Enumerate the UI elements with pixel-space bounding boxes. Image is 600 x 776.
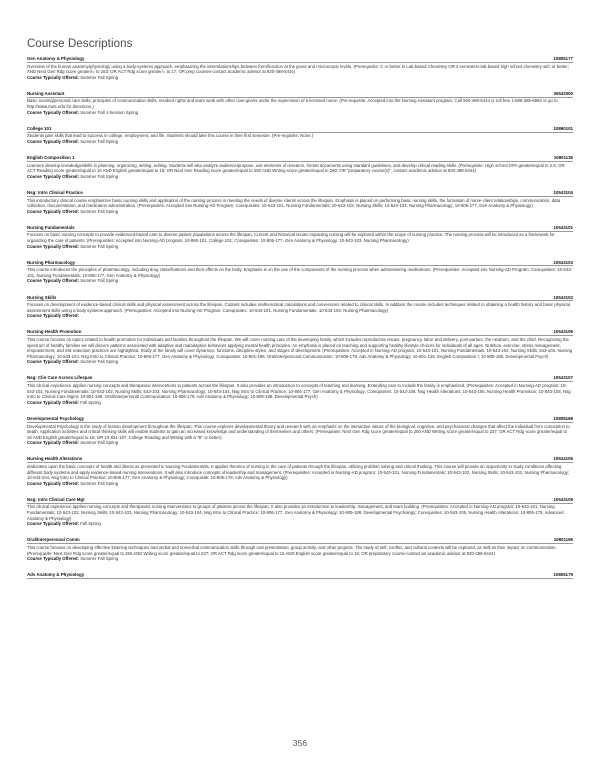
course-description: This clinical experience applies nursing concepts and therapeutic nursing interventions to groups of patients across the lifespan. It also provides an introduction to leadership, management, and team building. (Prerequisites: Accepted in Nursing-AD program; 10-543-101, Nursing Fundamentals; 10-543-102, Nursing Skills; 10-543-103, Nursing Pharmacology; 10-543-104, Nsg Intro to Clinical Practice; 10-806-177, Gen Anatomy & Physiology; 10-809-188, Developmental Psychology; Corequisites: 10-543-105, Nursing Health Alterations; 10-806-179, Advanced Anatomy & Physiology)	[27, 504, 564, 521]
offered-label: Course Typically Offered:	[27, 74, 79, 80]
offered-value: Summer Fall Spring	[80, 556, 119, 562]
offered-value: Summer Fall Spring	[80, 278, 119, 284]
course-offered	[27, 481, 573, 487]
course-description: Focuses on development of evidence-based clinical skills and physical assessment across the lifespan. Content includes mathematical calculations and conversions related to clinical skills. In addition the course includes techniques related to obtaining a health history and basic physical assessment skills using a body systems approach. (Prerequisites: Accepted into Nursing-AD Program; Corequisites: 10-543-101, Nursing Fundamentals; 10-543-103, Nursing Pharmacology)	[27, 302, 570, 313]
course-name: Gen Anatomy & Physiology	[27, 56, 85, 61]
course-name: Nsg: Clin Care Across Lifespan	[27, 375, 93, 381]
offered-label: Course Typically Offered:	[27, 243, 79, 249]
course-offered	[27, 521, 573, 527]
course-offered	[27, 359, 573, 365]
course-header	[27, 260, 573, 267]
course-entry	[27, 155, 573, 179]
course-name: Nsg: Intro Clinical Practice	[27, 189, 83, 195]
offered-label: Course Typically Offered:	[27, 440, 79, 446]
course-header	[27, 155, 573, 162]
course-offered	[27, 440, 573, 446]
course-code: 10890101	[553, 125, 573, 131]
course-offered	[27, 278, 573, 284]
course-offered	[27, 556, 573, 562]
course-description: This clinical experience applies nursing concepts and therapeutic interventions to patients across the lifespan. It also provides an introduction to concepts of teaching and learning. Extending care to include the family is emphasized. (Prerequisites: Accepted in Nursing-AD program; 10-543-101, Nursing Fundamentals; 10-543-102, Nursing Skills; 543-103, Nursing Pharmacology; 10-543-104, Nsg Intro to Clinical Practice; 10-806-177, Gen Anatomy & Physiology; Corequisites: 10-543-105, Nsg Health Alterations; 10-543-106, Nursing Health Promotion; 10-543-108, Nsg Intro to Clinical Care Mgmt; 10-801-196, Oral/Interpersonal Communication; 10-806-179, Adv Anatomy & Physiology; 10-809-188, Developmental Psych)	[27, 383, 571, 400]
offered-label: Course Typically Offered:	[27, 278, 79, 284]
course-descriptions-page	[27, 38, 573, 579]
course-code: 10543104	[553, 189, 573, 195]
offered-label: Course Typically Offered:	[27, 359, 79, 365]
course-code: 10543108	[553, 496, 573, 502]
course-offered	[27, 400, 573, 406]
offered-value: Fall Spring	[80, 521, 101, 527]
course-name: Nursing Skills	[27, 294, 57, 300]
course-header	[27, 497, 573, 504]
course-name: Developmental Psychology	[27, 415, 85, 421]
course-description: elaborates upon the basic concepts of health and illness as presented in Nursing Fundamentals. It applies theories of nursing in the care of patients through the lifespan, utilizing problem solving and critical thinking. This course will provide an opportunity to study conditions affecting different body systems and apply evidence-based nursing interventions. It will also introduce concepts of leadership and management. (Prerequisites: Accepted in Nursing-AD program; 10-543-101, Nursing Fundamentals; 10-543-102, Nursing Skills; 10-543-103, Nursing Pharmacology; 10-543-104, Nsg Intro to Clinical Practice; 10-806-177, Gen Anatomy & Physiology; Corequisite: 10-806-179, Adv Anatomy & Physiology)	[27, 464, 570, 481]
offered-value: Summer Fall Spring	[80, 208, 119, 214]
course-code: 10806179	[553, 572, 573, 578]
course-code: 10543106	[553, 329, 573, 335]
course-header	[27, 329, 573, 336]
course-description: Focuses on basic nursing concepts to provide evidenced-based care to diverse patient populations across the lifespan. Current and historical issues impacting nursing will be explored within the scope of nursing practice. The nursing process will be introduced as a framework for organizing the care of patients. (Prerequisites: Accepted into Nursing-AD program; 10-890-101, College 101; Corequisites: 10-806-177, Gen Anatomy & Physiology; 10-543-103, Nursing Pharmacology)	[27, 232, 555, 243]
course-name: Nursing Assistant	[27, 90, 65, 96]
course-header	[27, 456, 573, 463]
course-name: Nursing Health Promotion	[27, 329, 82, 335]
course-entry	[27, 537, 573, 561]
course-code: 10801136	[553, 155, 573, 161]
course-name: Nursing Pharmacology	[27, 259, 76, 265]
course-entry	[27, 456, 573, 486]
course-header	[27, 56, 573, 63]
course-name: English Composition 1	[27, 155, 75, 161]
course-entry	[27, 497, 573, 527]
course-header	[27, 416, 573, 423]
course-description: Basic nursing/personal care skills, principles of communication skills, resident rights and team work with other care-givers under the supervision of a licensed nurse. (Pre-requisite: Accepted into the Nursing Assistant program. Call 920-498-5444 or toll free 1-888-385-6982 or go to http://www.nwtc.edu for directions.)	[27, 98, 558, 110]
course-header	[27, 225, 573, 232]
offered-label: Course Typically Offered:	[27, 313, 79, 319]
course-entry	[27, 375, 573, 405]
offered-value: Summer Fall Spring	[80, 359, 119, 365]
offered-label: Course Typically Offered:	[27, 138, 79, 144]
offered-label: Course Typically Offered:	[27, 480, 79, 486]
offered-value: Summer Fall Spring	[80, 173, 119, 179]
course-entry	[27, 225, 573, 249]
course-header	[27, 572, 573, 579]
offered-label: Course Typically Offered:	[27, 109, 79, 115]
offered-label: Course Typically Offered:	[27, 208, 79, 214]
course-description: Developmental Psychology is the study of human development throughout the lifespan. This course explores developmental theory and research with an emphasis on the interactive nature of the biological, cognitive, and psychosocial changes that affect the individual from conception to death. Application activities and critical thinking skills will enable students to gain an increased knowledge and understanding of themselves and others. (Prerequisite: Next Gen Rdg score greater/equal to 250 AND Writing score greater/equal to 237; OR ACT Rdg score greater/equal to 16 AND English greater/equal to 15; OR 10-831-107, College Reading and Writing with a "B" or better).	[27, 423, 570, 440]
course-name: Nursing Health Alterations	[27, 456, 83, 462]
course-header	[27, 190, 573, 197]
course-code: 10806177	[553, 56, 573, 61]
page-number: 356	[292, 738, 308, 748]
course-description: This course introduces the principles of pharmacology, including drug classifications and their effects on the body. Emphasis is on the use of the components of the nursing process when administering medications. (Prerequisites: Accepted into Nursing-AD Program; Corequisites: 10-543-101, Nursing Fundamentals; 10-806-177, Gen Anatomy & Physiology)	[27, 267, 573, 278]
offered-value: Summer Fall Spring	[80, 243, 119, 249]
course-code: 30543300	[553, 90, 573, 96]
course-description: Overview of the human anatomy/physiology using a body-systems approach, emphasizing the interrelationships between form/function at the gross and microscopic levels. (Prerequisite: C or better in Lab-based Chemistry OR 2 semesters lab-based high school chemistry w/C or better; AND Next Gen Rdg score greater/= to 263; OR ACT Rdg score greater/= to 17; OR prep courses-contact academic advisor at 920-498-5444)	[27, 63, 569, 75]
course-header	[27, 295, 573, 302]
page-title: Course Descriptions	[27, 38, 133, 50]
course-description: Learners develop knowledge/skills in planning, organizing, writing, editing. Students will also analyze audience/purpose, use elements of research, format documents using standard guidelines, and develop critical reading skills. (Prerequisite: High school GPA greater/equal to 2.6; OR ACT Reading score greater/equal to 16 AND English greater/equal to 18; OR Next Gen Reading score greater/equal to 250 AND Writing score greater/equal to 260; OR "preparatory course(s)", contact academic advisor at 920-498-5444)	[27, 162, 565, 174]
course-name: Adv Anatomy & Physiology	[27, 572, 85, 578]
course-description: This introductory clinical course emphasizes basic nursing skills and application of the nursing process in meeting the needs of diverse clients across the lifespan. Emphasis is placed on performing basic nursing skills, the formation of nurse-client relationships, communication, data collection, documentation, and medication administration. (Prerequisites: Accepted into Nursing-AD Program; Corequisites: 10-543-101, Nursing Fundamentals; 10-543-102, Nursing Skills; 10-543-103, Nursing Pharmacology; 10-806-177, Gen Anatomy & Physiology)	[27, 197, 561, 209]
course-offered	[27, 244, 573, 250]
course-name: Oral/Interpersonal Comm	[27, 537, 80, 543]
course-header	[27, 91, 573, 98]
course-entry	[27, 91, 573, 115]
course-code: 10543107	[553, 375, 573, 381]
offered-value: Summer Fall Spring	[80, 440, 119, 446]
course-offered	[27, 209, 573, 215]
course-name: Nursing Fundamentals	[27, 224, 75, 230]
offered-value: Summer Fall Spring	[80, 74, 119, 80]
course-code: 10543105	[553, 456, 573, 462]
course-description: Students gain skills that lead to success in college, employment, and life. Students should take this course in their first semester. (Pre-requisite: None.)	[27, 133, 314, 139]
course-offered	[27, 139, 573, 145]
offered-value: Fall Spring	[80, 399, 101, 405]
course-description: This course focuses on topics related to health promotion for individuals and families throughout the lifespan. We will cover nursing care of the developing family, which includes reproductive issues, pregnancy, labor and delivery, post-partum, the newborn, and the child. Recognizing the spectrum of healthy families we will discern patterns associated with adaptive and maladaptive behaviors applying mental health principles. An emphasis is placed on teaching and supporting healthy lifestyle choices for individuals of all ages. Nutrition, exercise, stress management, empowerment, and risk reduction practices are highlighted. Study of the family will cover dynamics, functions, discipline styles, and stages of development. (Prerequisites: Accepted in Nursing-AD program; 10-543-101, Nursing Fundamentals; 10-543-102, Nursing Skills; 543-103, Nursing Pharmacology; 10-543-104, Nsg Intro to Clinical Practice; 10-806-177, Gen Anatomy & Physiology; Corequisites: 10-801-196, Oral/Interpersonal Communication; 10-806-179, Adv Anatomy & Physiology; 10-801-136, English Composition I; 10-809-188, Developmental Psych)	[27, 337, 573, 359]
course-offered	[27, 110, 573, 116]
course-header	[27, 126, 573, 133]
course-code: 10801196	[553, 537, 573, 543]
course-code: 10543101	[553, 224, 573, 230]
course-header	[27, 375, 573, 382]
offered-value: Summer Fall J-Session Spring	[80, 109, 139, 115]
course-name: Nsg: Intro Clinical Care Mgt	[27, 496, 85, 502]
offered-label: Course Typically Offered:	[27, 173, 79, 179]
course-description: This course focuses on developing effective listening techniques and verbal and nonverbal communication skills through oral presentation, group activity, and other projects. The study of self, conflict, and cultural contexts will be explored, as well as their impact on communication. (Prerequisite: Next Gen Rdg score greater/equal to 250 AND Writing score greater/equal to 237; OR ACT Rdg score greater/equal to 16 AND English score greater/equal to 16; OR preparatory course-contact an academic advisor at 920-498-5444)	[27, 544, 557, 556]
offered-value: Summer Fall Spring	[80, 480, 119, 486]
offered-label: Course Typically Offered:	[27, 556, 79, 562]
course-offered	[27, 313, 573, 319]
offered-label: Course Typically Offered:	[27, 521, 79, 527]
course-header	[27, 537, 573, 544]
course-code: 10809188	[553, 415, 573, 421]
course-offered	[27, 75, 573, 81]
offered-label: Course Typically Offered:	[27, 399, 79, 405]
course-entry	[27, 190, 573, 214]
course-list	[27, 56, 573, 562]
course-entry	[27, 416, 573, 446]
course-entry	[27, 329, 573, 365]
course-entry	[27, 126, 573, 145]
course-name: College 101	[27, 125, 52, 131]
course-code: 10543102	[553, 294, 573, 300]
offered-value: Summer Fall Spring	[80, 138, 119, 144]
course-offered	[27, 174, 573, 180]
course-entry	[27, 56, 573, 80]
course-code: 10543103	[553, 259, 573, 265]
course-entry	[27, 295, 573, 319]
course-entry	[27, 260, 573, 284]
